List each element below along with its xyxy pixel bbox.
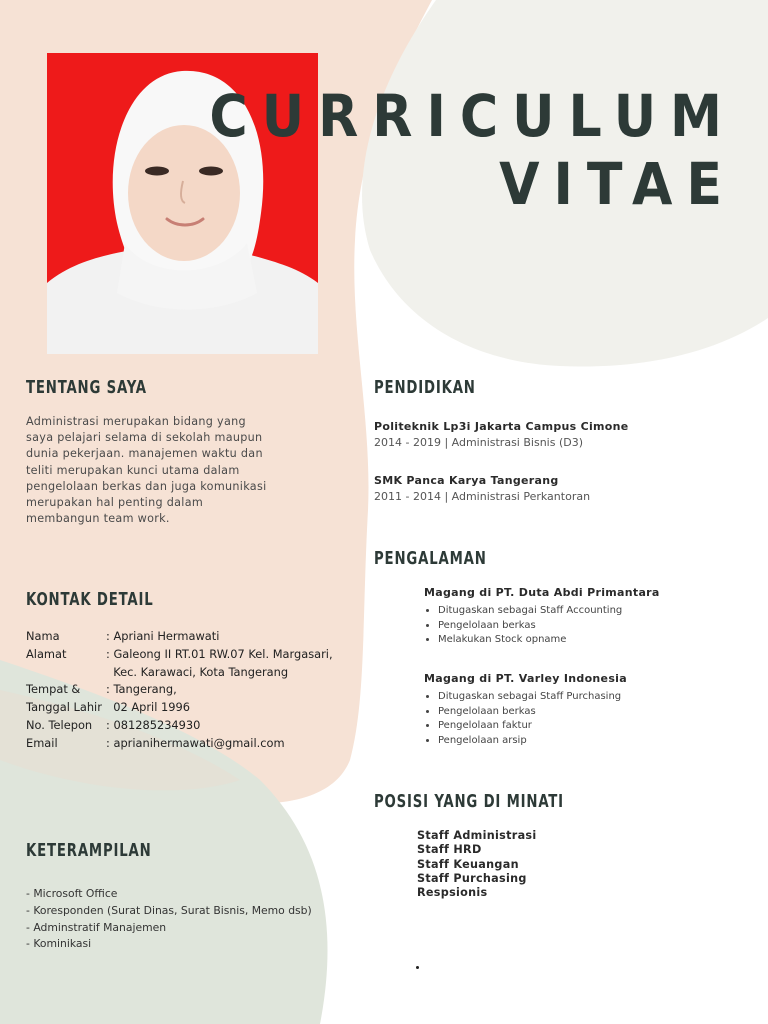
left-eye (145, 167, 169, 176)
task-item: • Pengelolaan arsip (438, 734, 627, 749)
contact-row-birth-date (26, 699, 333, 717)
contact-row-phone (26, 717, 333, 735)
contact-value: Kec. Karawaci, Kota Tangerang (106, 664, 289, 679)
contact-row-name (26, 628, 333, 646)
job-title: Magang di PT. Varley Indonesia (424, 672, 627, 685)
task-item: • Melakukan Stock opname (438, 633, 660, 648)
education-heading: PENDIDIKAN (374, 377, 476, 398)
contact-row-address-cont (26, 664, 333, 682)
title-curriculum: CURRICULUM (209, 82, 736, 150)
contact-label: Tempat & (26, 682, 81, 697)
about-text: Administrasi merupakan bidang yang saya pelajari selama di sekolah maupun dunia pekerjaan. manajemen waktu dan teliti merupakan kunci utama dalam pengelolaan berkas dan juga komunikasi merupakan hal penting dalam membangun team work. (26, 415, 267, 526)
about-heading: TENTANG SAYA (26, 377, 147, 398)
contact-label: Tanggal Lahir (26, 700, 102, 715)
skill-item: - Adminstratif Manajemen (26, 920, 167, 934)
skills-heading: KETERAMPILAN (26, 840, 152, 861)
task-item: • Ditugaskan sebagai Staff Accounting (438, 604, 660, 619)
title-vitae: VITAE (499, 150, 736, 218)
contact-label (26, 664, 106, 682)
contact-heading: KONTAK DETAIL (26, 589, 154, 610)
position-item: Staff Keuangan (417, 857, 519, 871)
contact-row-address (26, 646, 333, 664)
contact-value: : Apriani Hermawati (106, 629, 220, 643)
school-name: Politeknik Lp3i Jakarta Campus Cimone (374, 420, 629, 433)
contact-value: 02 April 1996 (106, 700, 191, 715)
school-detail: 2011 - 2014 | Administrasi Perkantoran (374, 490, 591, 503)
contact-row-birth-place (26, 681, 333, 699)
position-item: Staff Administrasi (417, 829, 537, 842)
contact-label: Nama (26, 629, 60, 643)
skills-list (26, 886, 312, 953)
education-item (374, 419, 629, 451)
stray-dot (416, 966, 419, 969)
experience-item (424, 672, 627, 748)
contact-value: : Tangerang, (106, 682, 177, 697)
task-item: • Ditugaskan sebagai Staff Purchasing (438, 690, 627, 705)
contact-details (26, 628, 333, 753)
right-eye (199, 167, 223, 176)
task-list (424, 690, 627, 748)
contact-value: : aprianihermawati@gmail.com (106, 735, 285, 750)
position-item: Respsionis (417, 886, 488, 900)
task-item: • Pengelolaan faktur (438, 719, 627, 734)
contact-value: : 081285234930 (106, 717, 201, 732)
skill-item: - Microsoft Office (26, 887, 118, 900)
contact-label: No. Telepon (26, 717, 93, 732)
task-item: • Pengelolaan berkas (438, 705, 627, 720)
task-list (424, 604, 660, 648)
skill-item: - Koresponden (Surat Dinas, Surat Bisnis, Memo dsb) (26, 903, 312, 917)
contact-label: Email (26, 735, 58, 750)
position-item: Staff Purchasing (417, 871, 527, 885)
experience-item (424, 586, 660, 648)
school-name: SMK Panca Karya Tangerang (374, 474, 559, 487)
contact-value: : Galeong II RT.01 RW.07 Kel. Margasari, (106, 646, 333, 661)
positions-heading: POSISI YANG DI MINATI (374, 791, 564, 812)
job-title: Magang di PT. Duta Abdi Primantara (424, 586, 660, 599)
contact-label: Alamat (26, 646, 67, 661)
contact-row-email (26, 735, 333, 753)
skill-item: - Kominikasi (26, 937, 92, 951)
education-item (374, 473, 590, 505)
task-item: • Pengelolaan berkas (438, 619, 660, 634)
school-detail: 2014 - 2019 | Administrasi Bisnis (D3) (374, 436, 583, 449)
positions-list (417, 829, 537, 900)
position-item: Staff HRD (417, 843, 482, 857)
experience-heading: PENGALAMAN (374, 548, 487, 569)
